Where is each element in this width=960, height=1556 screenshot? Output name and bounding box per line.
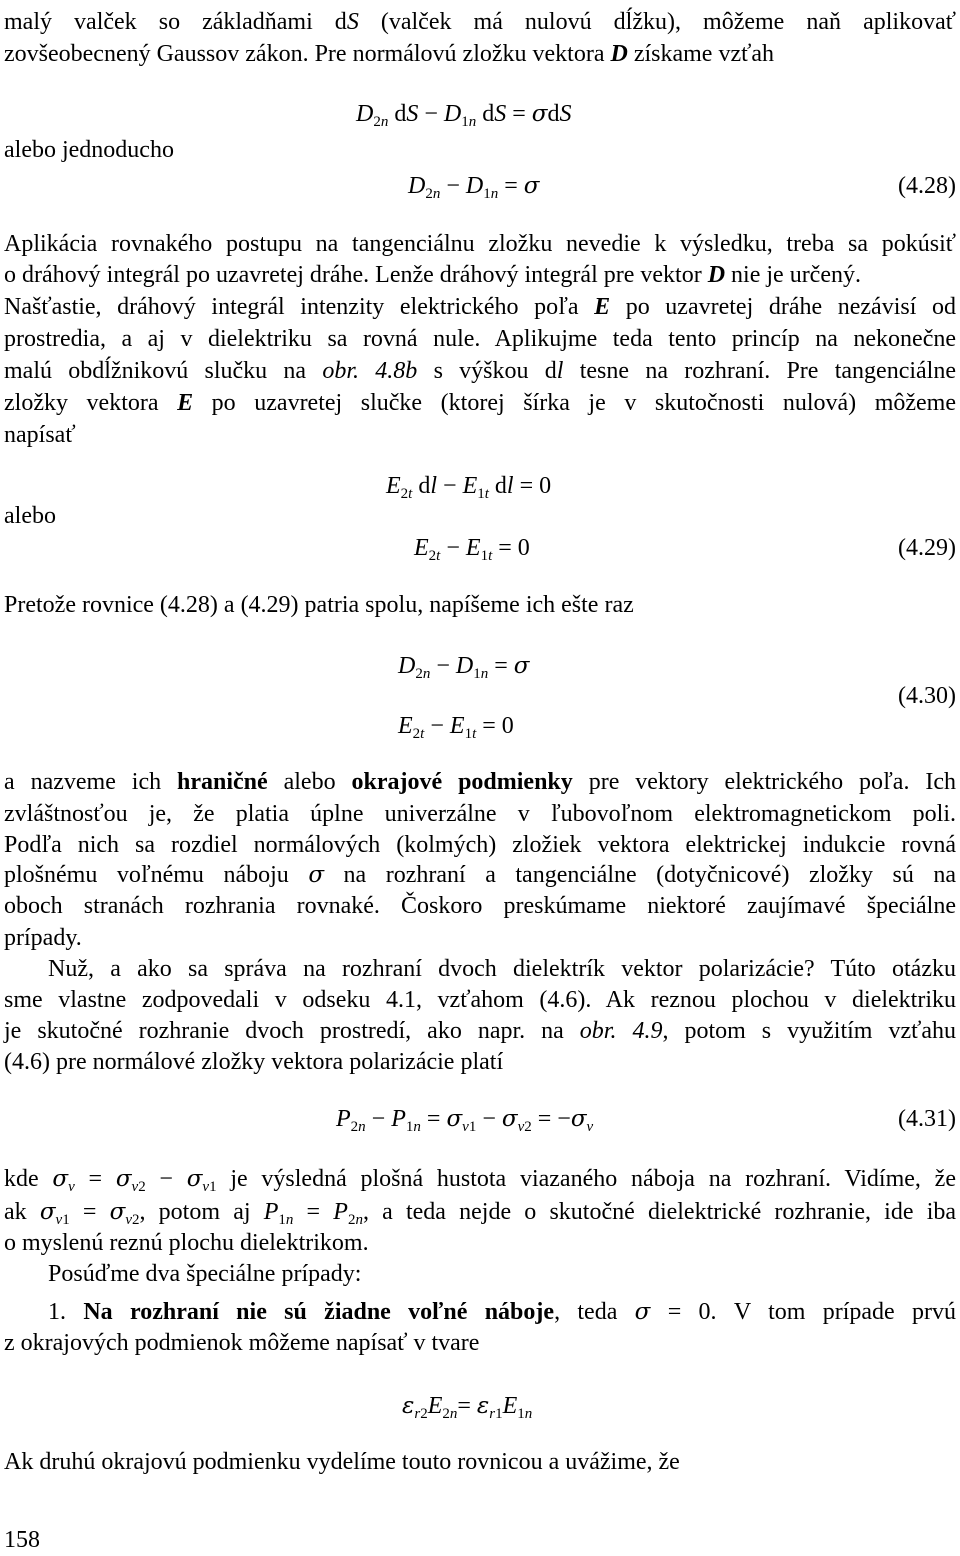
equation: $E_{2t}$ dl − $E_{1t}$ dl = 0 (386, 473, 552, 502)
text-line: napísať (4, 422, 76, 448)
text-line: Pretože rovnice (4.28) a (4.29) patria spolu, napíšeme ich ešte raz (4, 592, 634, 618)
equation-4-30-b: $E_{2t} - E_{1t} = 0$ (398, 713, 514, 742)
text-line: alebo jednoducho (4, 137, 174, 163)
equation-number: (4.28) (898, 173, 956, 199)
equation-number: (4.30) (898, 683, 956, 709)
text-line: prípady. (4, 925, 82, 951)
equation: $\varepsilon_{r2}E_{2n}= \varepsilon_{r1}E_{1n}$ (402, 1393, 533, 1422)
equation-number: (4.31) (898, 1106, 956, 1132)
equation: $D_{2n}$ dS − $D_{1n}$ dS = σdS (356, 101, 572, 130)
text-line: Nuž, a ako sa správa na rozhraní dvoch dielektrík vektor polarizácie? Túto otázku (48, 956, 956, 982)
text-line: kde $\sigma_v = \sigma_{v2} - \sigma_{v1}$ je výsledná plošná hustota viazaného náboja na rozhraní. Vidíme, že (4, 1166, 956, 1195)
equation-4-29: $E_{2t} - E_{1t} = 0$ (414, 535, 530, 564)
text-line: ak $\sigma_{v1} = \sigma_{v2}$, potom aj $P_{1n} = P_{2n}$, a teda nejde o skutočné dielektrické rozhranie, ide iba (4, 1199, 957, 1228)
equation-4-28: $D_{2n} - D_{1n} = \sigma$ (408, 173, 540, 202)
text-line: Aplikácia rovnakého postupu na tangenciálnu zložku nevedie k výsledku, treba sa pokúsiť (4, 231, 956, 257)
text-line: malý valček so základňami dS (valček má nulovú dĺžku), môžeme naň aplikovať (4, 9, 956, 35)
text-line: Našťastie, dráhový integrál intenzity elektrického poľa E po uzavretej dráhe nezávisí od (4, 294, 956, 320)
text-line: prostredia, a aj v dielektriku sa rovná nule. Aplikujme teda tento princíp na nekonečne (4, 326, 956, 352)
text-line: a nazveme ich hraničné alebo okrajové podmienky pre vektory elektrického poľa. Ich (4, 769, 957, 795)
equation-number: (4.29) (898, 535, 956, 561)
text-line: plošnému voľnému náboju σ na rozhraní a tangenciálne (dotyčnicové) zložky sú na (4, 862, 957, 888)
text-line: o myslenú reznú plochu dielektrikom. (4, 1230, 369, 1256)
text-line: o dráhový integrál po uzavretej dráhe. Lenže dráhový integrál pre vektor D nie je určený. (4, 262, 861, 288)
text-line: malú obdĺžnikovú slučku na obr. 4.8b s výškou dl tesne na rozhraní. Pre tangenciálne (4, 358, 956, 384)
text-line: sme vlastne zodpovedali v odseku 4.1, vzťahom (4.6). Ak reznou plochou v dielektriku (4, 987, 956, 1013)
text-line: zvláštnosťou je, že platia úplne univerzálne v ľubovoľnom elektromagnetickom poli. (4, 801, 956, 827)
equation-4-30-a: $D_{2n} - D_{1n} = \sigma$ (398, 653, 530, 682)
text-line: zložky vektora E po uzavretej slučke (ktorej šírka je v skutočnosti nulová) môžeme (4, 390, 957, 416)
text-line: 1. Na rozhraní nie sú žiadne voľné náboje, teda σ = 0. V tom prípade prvú (48, 1299, 956, 1325)
text-line: je skutočné rozhranie dvoch prostredí, ako napr. na obr. 4.9, potom s využitím vzťahu (4, 1018, 956, 1044)
text-line: oboch stranách rozhrania rovnaké. Čoskoro preskúmame niektoré zaujímavé špeciálne (4, 893, 956, 919)
text-line: Posúďme dva špeciálne prípady: (48, 1261, 362, 1287)
equation-4-31: $P_{2n} - P_{1n} = \sigma_{v1} - \sigma_{v2} = -\sigma_v$ (336, 1106, 594, 1135)
text-line: alebo (4, 503, 56, 529)
page-number: 158 (4, 1527, 40, 1553)
text-line: (4.6) pre normálové zložky vektora polarizácie platí (4, 1049, 504, 1075)
text-line: Ak druhú okrajovú podmienku vydelíme touto rovnicou a uvážime, že (4, 1449, 680, 1475)
text-line: Podľa nich sa rozdiel normálových (kolmých) zložiek vektora elektrickej indukcie rovná (4, 832, 956, 858)
text-line: z okrajových podmienok môžeme napísať v tvare (4, 1330, 480, 1356)
text-line: zovšeobecnený Gaussov zákon. Pre normálovú zložku vektora D získame vzťah (4, 41, 775, 67)
